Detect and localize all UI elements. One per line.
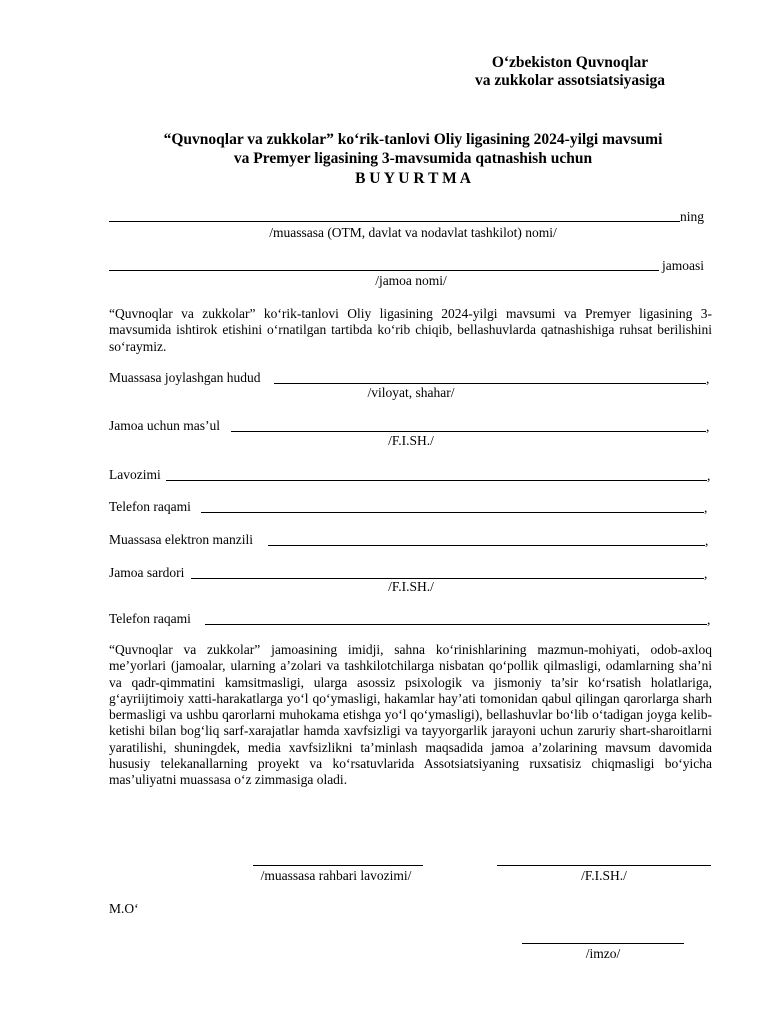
phone-comma: , [704, 500, 708, 515]
region-comma: , [706, 371, 710, 386]
responsible-caption: /F.I.SH./ [388, 433, 434, 448]
region-caption: /viloyat, shahar/ [367, 385, 455, 400]
phone-line[interactable] [201, 512, 704, 513]
phone2-label: Telefon raqami [109, 611, 191, 626]
team-caption: /jamoa nomi/ [375, 273, 447, 288]
responsibility-paragraph: “Quvnoqlar va zukkolar” jamoasining imidji, sahna ko‘rinishlarining mazmun-mohiyati, odob-axloq me’yorlari (jamoalar, ularning a’zolari va tashkilotchilarga nisbatan qo‘pollik qilmasligi, odamlarning sha’ni va qadr-qimmatini kamsitmasligi, ularga asossiz psixologik va jismoniy ta’sir ko‘rsatish holatlariga, g‘ayriijtimoiy xatti-harakatlarga yo‘l qo‘ymasligi, hakamlar hay’ati tomonidan qabul qilingan qarorlarga sharh bermasligi va ushbu qarorlarni muhokama etishga yo‘l qo‘ymasligi), bellashuvlar bo‘lib o‘tadigan joyga kelib-ketishi bilan bog‘liq sarf-xarajatlar hamda xavfsizligi va tayyorgarlik jarayoni uchun zaruriy shart-sharoitlarni yaratilishi, shuningdek, media xavfsizlikni ta’minlash maqsadida jamoa a’zolarining mavsum davomida hususiy telekanallarning proyekt va ko‘rsatuvlarida Assotsiatsiyaning ruxsatisiz chiqmasligi bo‘yicha mas’uliyatni muassasa o‘z zimmasiga oladi. [109, 642, 712, 788]
institution-caption: /muassasa (OTM, davlat va nodavlat tashkilot) nomi/ [269, 225, 557, 240]
position-label: Lavozimi [109, 467, 161, 482]
region-line[interactable] [274, 383, 706, 384]
team-suffix: jamoasi [662, 258, 704, 273]
email-line[interactable] [268, 545, 705, 546]
phone2-comma: , [707, 612, 711, 627]
signature-line[interactable] [522, 943, 684, 944]
email-comma: , [705, 533, 709, 548]
phone-label: Telefon raqami [109, 499, 191, 514]
phone2-line[interactable] [205, 624, 707, 625]
heading-title: B U Y U R T M A [355, 170, 471, 187]
request-paragraph: “Quvnoqlar va zukkolar” ko‘rik-tanlovi Oliy ligasining 2024-yilgi mavsumi va Premyer ligasining 3-mavsumida ishtirok etishini o‘rnatilgan tartibda ko‘rib chiqib, bellashuvlarda qatnashishiga ruhsat berilishini so‘raymiz. [109, 306, 712, 354]
head-position-caption: /muassasa rahbari lavozimi/ [260, 868, 412, 883]
responsible-line[interactable] [231, 431, 706, 432]
institution-suffix: ning [680, 209, 705, 224]
stamp-label: M.O‘ [109, 901, 139, 916]
team-name-line[interactable] [109, 270, 659, 271]
addressee-line-1: O‘zbekiston Quvnoqlar [491, 54, 649, 71]
position-comma: , [707, 468, 711, 483]
captain-label: Jamoa sardori [109, 565, 185, 580]
institution-name-line[interactable] [109, 221, 680, 222]
responsible-comma: , [706, 419, 710, 434]
heading-line-2: va Premyer ligasining 3-mavsumida qatnashish uchun [233, 150, 593, 167]
addressee-line-2: va zukkolar assotsiatsiyasiga [474, 72, 666, 89]
head-position-line[interactable] [253, 865, 423, 866]
region-label: Muassasa joylashgan hudud [109, 370, 261, 385]
heading-line-1: “Quvnoqlar va zukkolar” ko‘rik-tanlovi Oliy ligasining 2024-yilgi mavsumi [163, 131, 663, 148]
captain-caption: /F.I.SH./ [388, 579, 434, 594]
name-line[interactable] [497, 865, 711, 866]
captain-comma: , [704, 566, 708, 581]
name-caption: /F.I.SH./ [581, 868, 627, 883]
email-label: Muassasa elektron manzili [109, 532, 253, 547]
responsible-label: Jamoa uchun mas’ul [109, 418, 220, 433]
signature-caption: /imzo/ [585, 946, 621, 961]
position-line[interactable] [166, 480, 707, 481]
